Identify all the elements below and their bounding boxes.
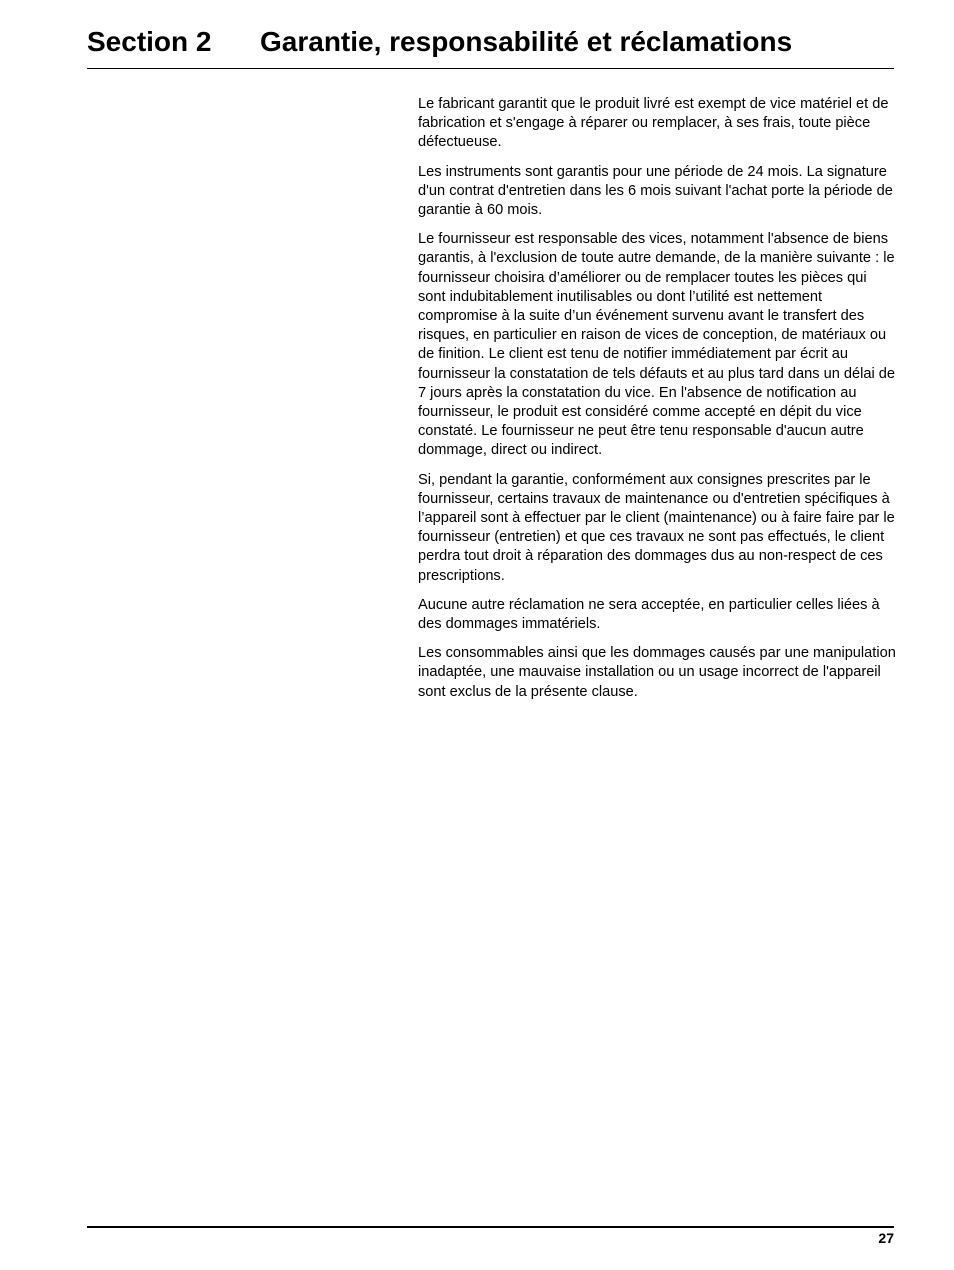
section-header — [87, 24, 894, 69]
paragraph-warranty-period: Les instruments sont garantis pour une période de 24 mois. La signature d'un contrat d'entretien dans les 6 mois suivant l'achat porte la période de garantie à 60 mois. — [418, 163, 893, 219]
paragraph-warranty-intro: Le fabricant garantit que le produit livré est exempt de vice matériel et de fabrication et s'engage à réparer ou remplacer, à ses frais, toute pièce défectueuse. — [418, 96, 889, 151]
paragraph-consumables: Les consommables ainsi que les dommages causés par une manipulation inadaptée, une mauvaise installation ou un usage incorrect de l'appareil sont exclus de la présente clause. — [418, 645, 896, 700]
footer-rule — [87, 1226, 894, 1228]
paragraph-supplier-liability: Le fournisseur est responsable des vices, notamment l'absence de biens garantis, à l'exclusion de toute autre demande, de la manière suivante : le fournisseur choisira d’améliorer ou de remplacer toutes les pièces qui sont indubitablement inutilisables ou dont l’utilité est nettement compromise à la suite d’un événement survenu avant le transfert des risques, en particulier en raison de vices de conception, de matériaux ou de finition. Le client est tenu de notifier immédiatement par écrit au fournisseur la constatation de tels défauts et au plus tard dans un délai de 7 jours après la constatation du vice. En l'absence de notification au fournisseur, le produit est considéré comme accepté en dépit du vice constaté. Le fournisseur ne peut être tenu responsable d'aucun autre dommage, direct ou indirect. — [418, 231, 896, 459]
body-text — [418, 95, 896, 712]
paragraph-no-other-claims: Aucune autre réclamation ne sera acceptée, en particulier celles liées à des dommages immatériels. — [418, 596, 880, 633]
paragraph-maintenance: Si, pendant la garantie, conformément aux consignes prescrites par le fournisseur, certains travaux de maintenance ou d'entretien spécifiques à l’appareil sont à effectuer par le client (maintenance) ou à faire faire par le fournisseur (entretien) et que ces travaux ne sont pas effectués, le client perdra tout droit à réparation des dommages dus au non-respect de ces prescriptions. — [418, 471, 895, 584]
section-number: Section 2 — [87, 26, 212, 57]
section-title: Garantie, responsabilité et réclamations — [260, 26, 793, 57]
page-number: 27 — [878, 1230, 894, 1246]
